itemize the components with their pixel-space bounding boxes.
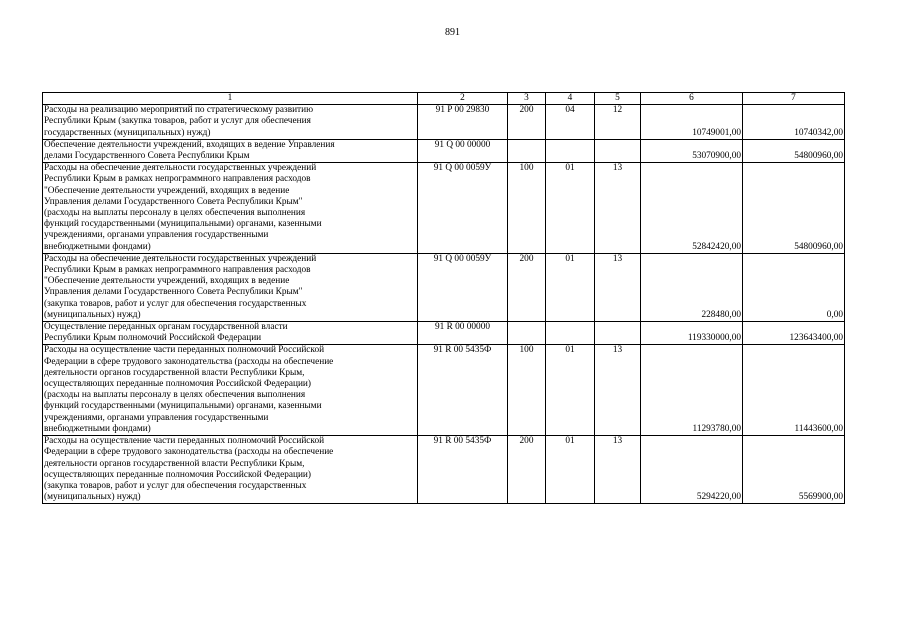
subsection-cell: 13 [595, 163, 641, 254]
expense-name-line: учреждениями, органами управления государственными [44, 412, 269, 423]
header-cell-5: 5 [595, 93, 641, 105]
amount-year-1-cell: 5294220,00 [641, 436, 743, 504]
amount-year-1-cell: 52842420,00 [641, 163, 743, 254]
expense-type-cell: 100 [508, 345, 546, 436]
table-row [43, 105, 845, 140]
expense-name-line: (муниципальных) нужд) [44, 309, 141, 320]
expense-name-cell [43, 163, 418, 254]
section-cell: 01 [546, 163, 595, 254]
expense-name-line: функций государственными (муниципальными) органами, казенными [44, 219, 322, 230]
header-row [43, 93, 845, 105]
table-row [43, 436, 845, 504]
table-row [43, 163, 845, 254]
section-cell [546, 139, 595, 162]
expense-name-line: деятельности органов государственной власти Республики Крым, [44, 458, 305, 469]
expense-name-line: учреждениями, органами управления государственными [44, 230, 269, 241]
expense-type-cell: 100 [508, 163, 546, 254]
expense-name-line: осуществляющих переданные полномочия Российской Федерации) [44, 379, 312, 390]
table-row [43, 322, 845, 345]
subsection-cell: 12 [595, 105, 641, 140]
expense-name-line: (муниципальных) нужд) [44, 492, 141, 503]
expense-name-line: Республики Крым (закупка товаров, работ и услуг для обеспечения [44, 116, 311, 127]
expense-name-line: Расходы на обеспечение деятельности государственных учреждений [44, 253, 317, 264]
expense-name-line: Федерации в сфере трудового законодательства (расходы на обеспечение [44, 356, 334, 367]
expense-name-cell [43, 345, 418, 436]
expense-name-line: осуществляющих переданные полномочия Российской Федерации) [44, 469, 312, 480]
amount-year-1-cell: 11293780,00 [641, 345, 743, 436]
table-row [43, 253, 845, 321]
expense-name-line: Управления делами Государственного Совета Республики Крым" [44, 196, 303, 207]
target-code-cell: 91 R 00 5435Ф [418, 436, 508, 504]
expense-name-line: Осуществление переданных органам государственной власти [44, 322, 288, 333]
header-cell-3: 3 [508, 93, 546, 105]
expense-name-cell [43, 436, 418, 504]
expense-name-line: (закупка товаров, работ и услуг для обеспечения государственных [44, 298, 307, 309]
table-row [43, 345, 845, 436]
expense-name-line: Республики Крым в рамках непрограммного направления расходов [44, 174, 311, 185]
expense-name-line: (закупка товаров, работ и услуг для обеспечения государственных [44, 480, 307, 491]
target-code-cell: 91 Q 00 0059У [418, 163, 508, 254]
amount-year-1-cell: 228480,00 [641, 253, 743, 321]
subsection-cell: 13 [595, 345, 641, 436]
header-cell-7: 7 [743, 93, 845, 105]
target-code-cell: 91 Q 00 0059У [418, 253, 508, 321]
section-cell: 01 [546, 436, 595, 504]
section-cell: 04 [546, 105, 595, 140]
target-code-cell: 91 R 00 00000 [418, 322, 508, 345]
amount-year-1-cell: 119330000,00 [641, 322, 743, 345]
expense-type-cell: 200 [508, 253, 546, 321]
expense-type-cell [508, 139, 546, 162]
header-cell-6: 6 [641, 93, 743, 105]
target-code-cell: 91 Q 00 00000 [418, 139, 508, 162]
expense-name-cell [43, 105, 418, 140]
expense-name-line: функций государственными (муниципальными) органами, казенными [44, 401, 322, 412]
expense-name-line: Расходы на обеспечение деятельности государственных учреждений [44, 163, 317, 174]
amount-year-2-cell: 10740342,00 [743, 105, 845, 140]
expense-name-line: "Обеспечение деятельности учреждений, входящих в ведение [44, 276, 290, 287]
expense-name-line: Расходы на реализацию мероприятий по стратегическому развитию [44, 105, 314, 116]
table-row [43, 139, 845, 162]
target-code-cell: 91 P 00 29830 [418, 105, 508, 140]
expense-name-line: Федерации в сфере трудового законодательства (расходы на обеспечение [44, 447, 334, 458]
expense-name-line: делами Государственного Совета Республики Крым [44, 151, 250, 162]
amount-year-2-cell: 54800960,00 [743, 163, 845, 254]
expense-name-line: "Обеспечение деятельности учреждений, входящих в ведение [44, 185, 290, 196]
target-code-cell: 91 R 00 5435Ф [418, 345, 508, 436]
expense-type-cell: 200 [508, 105, 546, 140]
expense-type-cell [508, 322, 546, 345]
expense-name-line: Расходы на осуществление части переданных полномочий Российской [44, 345, 325, 356]
amount-year-2-cell: 11443600,00 [743, 345, 845, 436]
page-number: 891 [445, 27, 460, 38]
expense-name-cell [43, 139, 418, 162]
expense-name-line: деятельности органов государственной власти Республики Крым, [44, 367, 305, 378]
expense-type-cell: 200 [508, 436, 546, 504]
expense-name-line: внебюджетными фондами) [44, 241, 151, 252]
amount-year-2-cell: 123643400,00 [743, 322, 845, 345]
expense-name-line: Управления делами Государственного Совета Республики Крым" [44, 287, 303, 298]
subsection-cell [595, 139, 641, 162]
section-cell: 01 [546, 345, 595, 436]
header-cell-2: 2 [418, 93, 508, 105]
expense-name-cell [43, 253, 418, 321]
expense-name-line: государственных (муниципальных) нужд) [44, 127, 211, 138]
expense-name-line: (расходы на выплаты персоналу в целях обеспечения выполнения [44, 390, 306, 401]
budget-table [42, 92, 845, 504]
subsection-cell: 13 [595, 253, 641, 321]
expense-name-line: Республики Крым полномочий Российской Федерации [44, 333, 262, 344]
expense-name-line: Обеспечение деятельности учреждений, входящих в ведение Управления [44, 139, 335, 150]
amount-year-2-cell: 54800960,00 [743, 139, 845, 162]
expense-name-cell [43, 322, 418, 345]
amount-year-1-cell: 53070900,00 [641, 139, 743, 162]
header-cell-4: 4 [546, 93, 595, 105]
subsection-cell: 13 [595, 436, 641, 504]
subsection-cell [595, 322, 641, 345]
expense-name-line: Расходы на осуществление части переданных полномочий Российской [44, 436, 325, 447]
header-cell-1: 1 [43, 93, 418, 105]
section-cell: 01 [546, 253, 595, 321]
amount-year-1-cell: 10749001,00 [641, 105, 743, 140]
amount-year-2-cell: 0,00 [743, 253, 845, 321]
expense-name-line: (расходы на выплаты персоналу в целях обеспечения выполнения [44, 208, 306, 219]
expense-name-line: внебюджетными фондами) [44, 423, 151, 434]
amount-year-2-cell: 5569900,00 [743, 436, 845, 504]
section-cell [546, 322, 595, 345]
expense-name-line: Республики Крым в рамках непрограммного направления расходов [44, 265, 311, 276]
